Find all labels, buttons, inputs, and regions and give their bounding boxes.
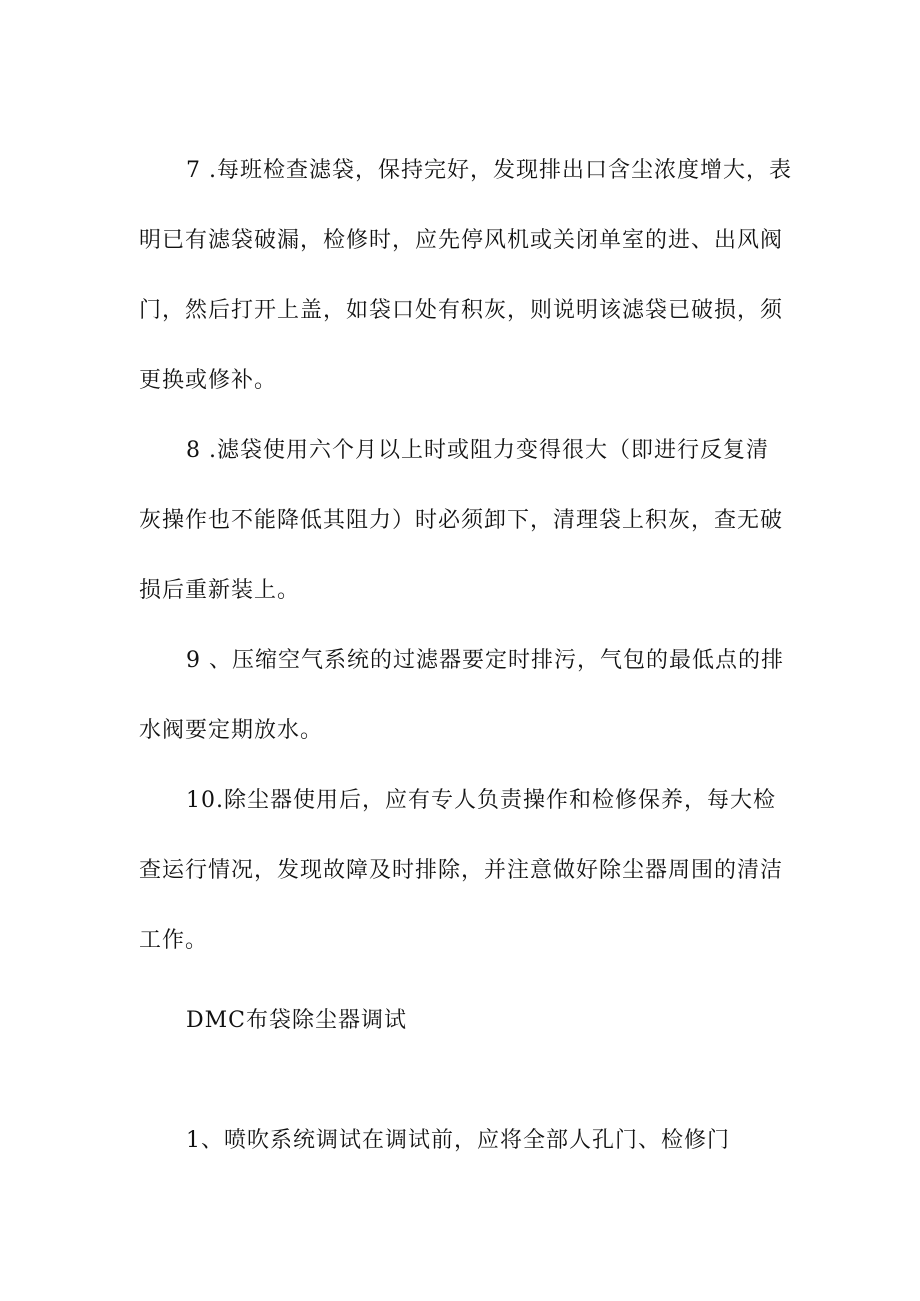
paragraph-7-line-2: 明已有滤袋破漏，检修时，应先停风机或关闭单室的进、出风阀 (139, 228, 784, 253)
paragraph-10-line-2: 查运行情况，发现故障及时排除，并注意做好除尘器周围的清洁 (139, 858, 784, 883)
paragraph-7-line-3: 门，然后打开上盖，如袋口处有积灰，则说明该滤袋已破损，须 (139, 298, 784, 323)
paragraph-9-line-2: 水阀要定期放水。 (139, 718, 324, 743)
paragraph-9-line-1: 9 、压缩空气系统的过滤器要定时排污，气包的最低点的排 (186, 648, 784, 673)
section-paragraph-1-line-1: 1、喷吹系统调试在调试前，应将全部人孔门、检修门 (186, 1128, 730, 1153)
paragraph-7-line-1: 7 .每班检查滤袋，保持完好，发现排出口含尘浓度增大，表 (186, 158, 792, 183)
paragraph-10-line-1: 10.除尘器使用后，应有专人负责操作和检修保养，每大检 (186, 788, 776, 813)
section-title: DMC布袋除尘器调试 (186, 1008, 407, 1033)
paragraph-8-line-1: 8 .滤袋使用六个月以上时或阻力变得很大（即进行反复清 (186, 438, 769, 463)
paragraph-10-line-3: 工作。 (139, 928, 209, 953)
paragraph-7-line-4: 更换或修补。 (139, 368, 278, 393)
paragraph-8-line-3: 损后重新装上。 (139, 578, 301, 603)
paragraph-8-line-2: 灰操作也不能降低其阻力）时必须卸下，清理袋上积灰，查无破 (139, 508, 784, 533)
